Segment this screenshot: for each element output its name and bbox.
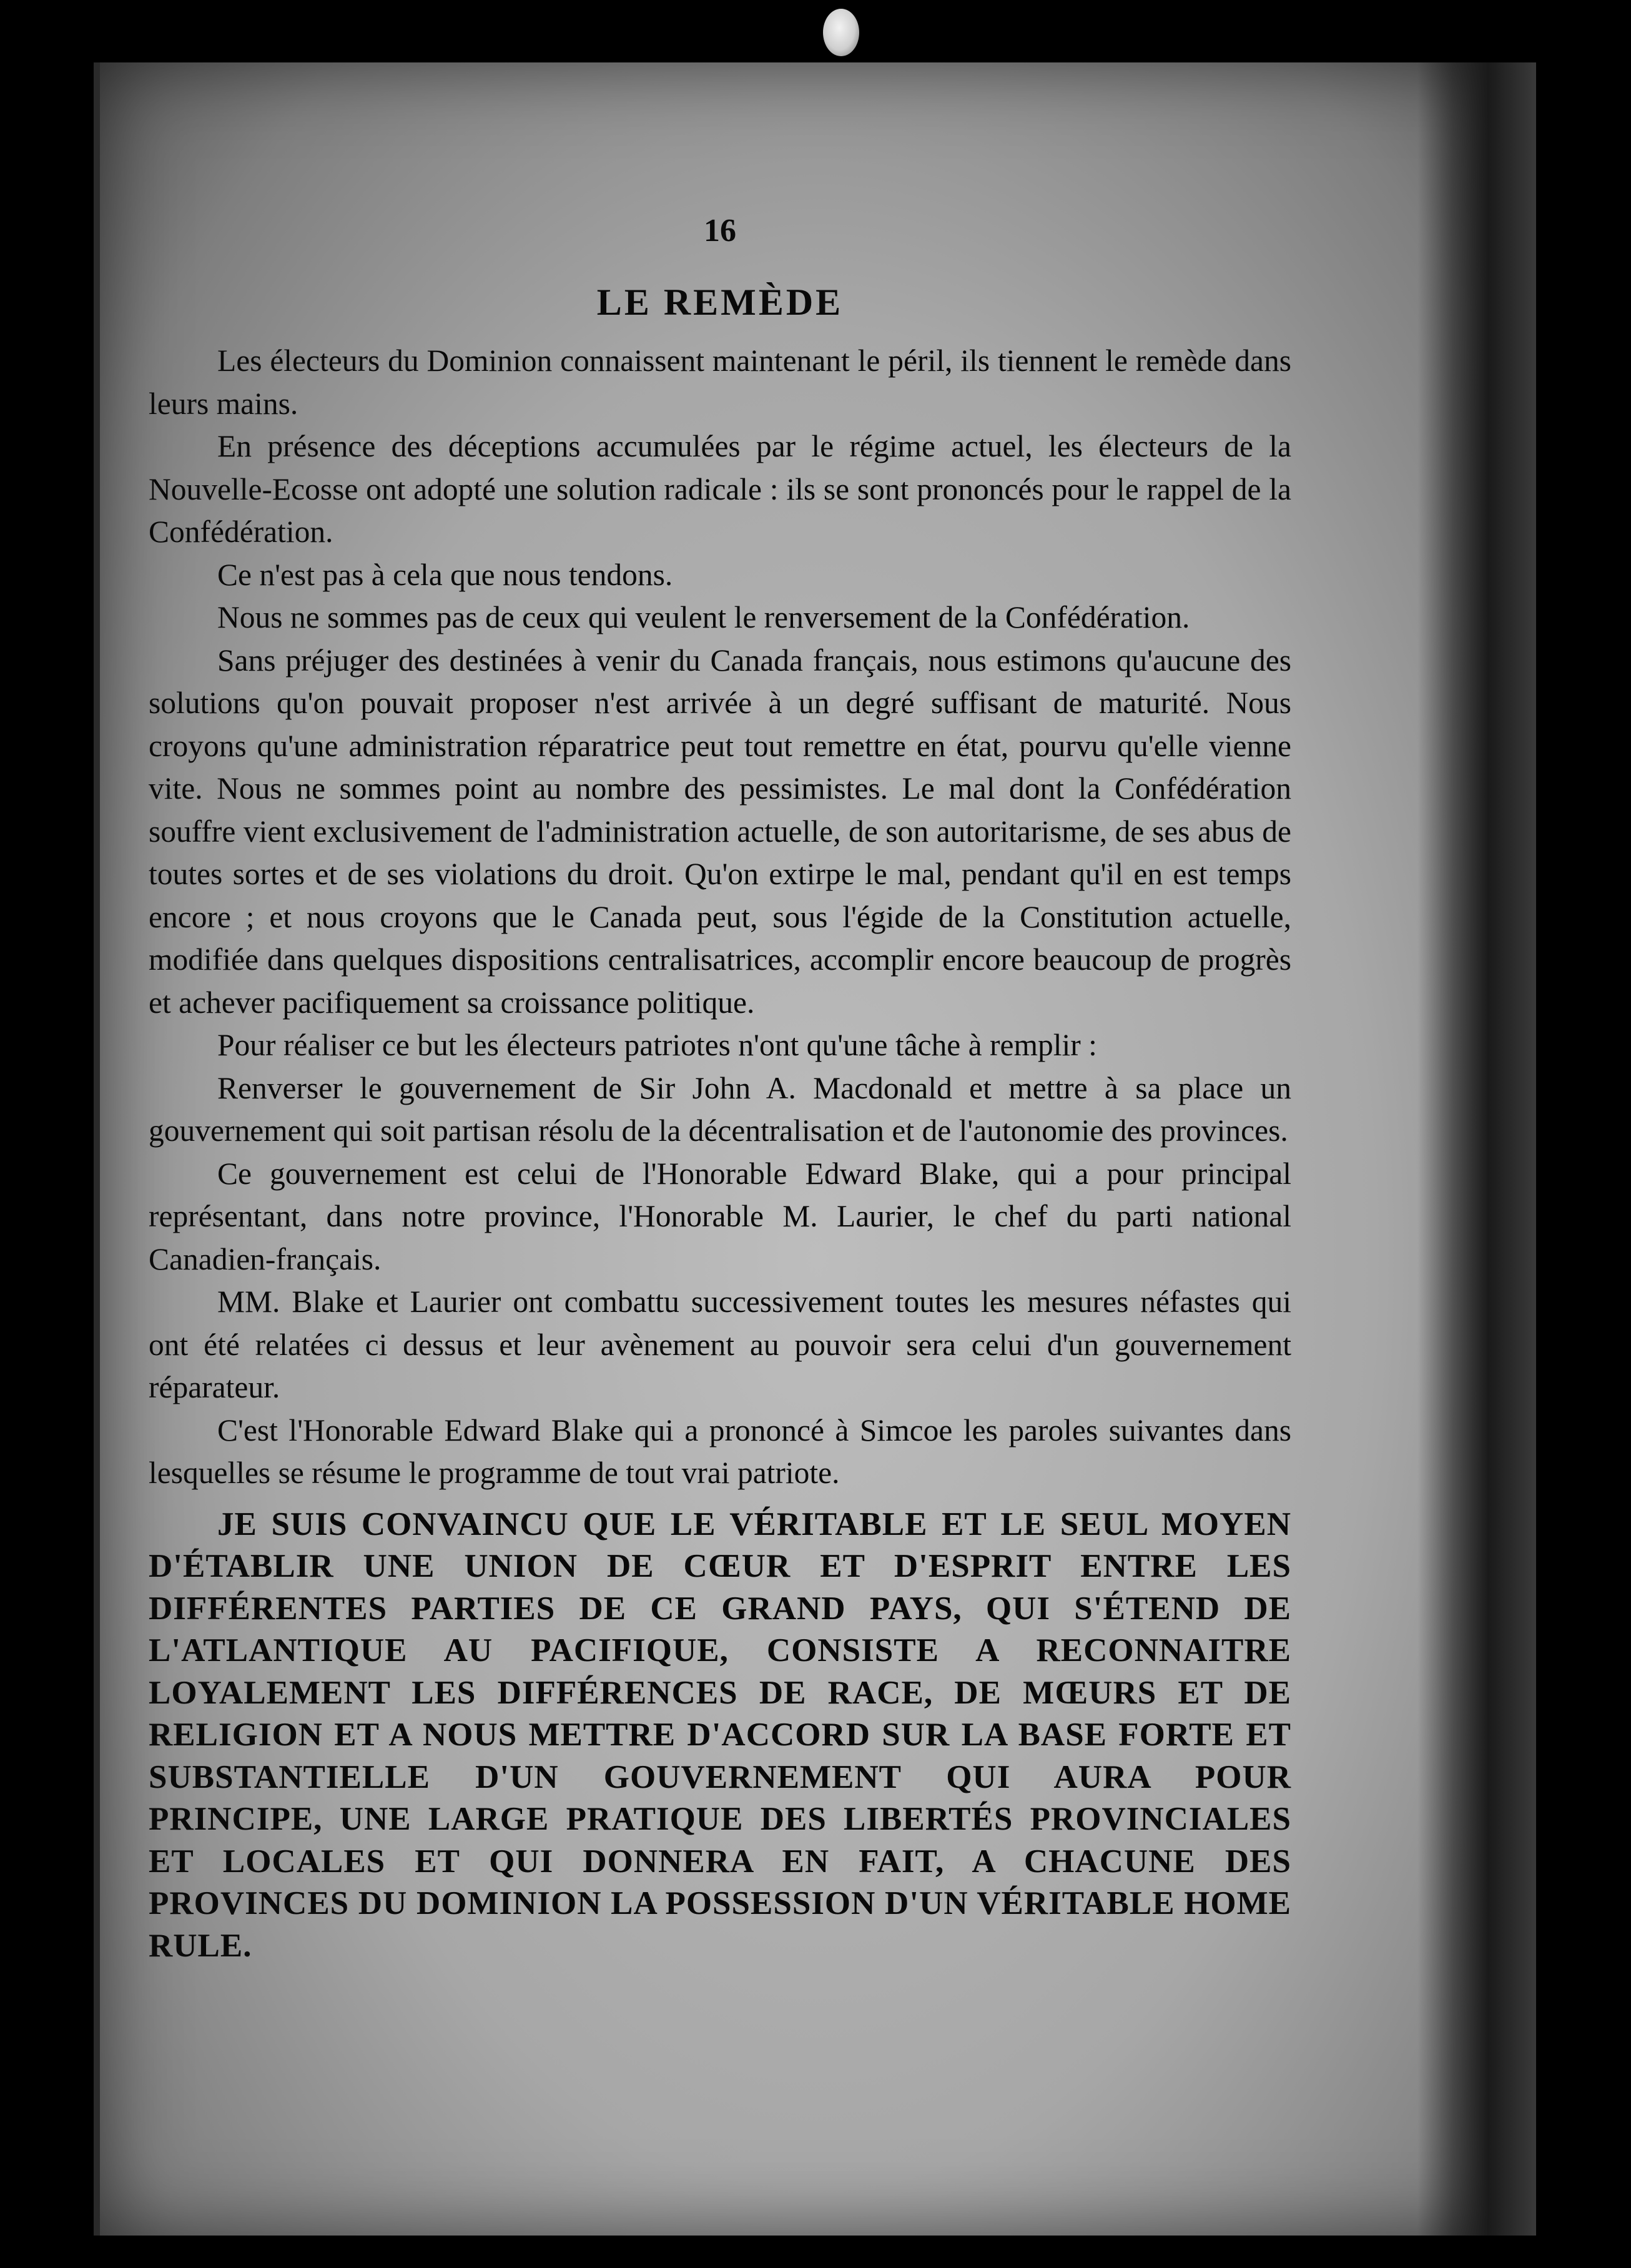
paragraph: MM. Blake et Laurier ont combattu successivement toutes les mesures néfastes qui ont été relatées ci dessus et leur avènement au pouvoir sera celui d'un gouvernement réparateur. [149,1284,1291,1404]
paragraph: Renverser le gouvernement de Sir John A. Macdonald et mettre à sa place un gouvernement qui soit partisan résolu de la décentralisation et de l'autonomie des provinces. [149,1070,1291,1148]
punch-hole [823,9,859,56]
paragraph: Nous ne sommes pas de ceux qui veulent le renversement de la Confédération. [217,600,1190,634]
blake-quote [149,1504,1291,1968]
page-title: LE REMÈDE [596,282,844,323]
paragraph: Pour réaliser ce but les électeurs patriotes n'ont qu'une tâche à remplir : [217,1028,1097,1062]
paragraph: Sans préjuger des destinées à venir du Canada français, nous estimons qu'aucune des solutions qu'on pouvait proposer n'est arrivée à un degré suffisant de maturité. Nous croyons qu'une administration réparatrice peut tout remettre en état, pourvu qu'elle vienne vite. Nous ne sommes point au nombre des pessimistes. Le mal dont la Confédération souffre vient exclusivement de l'administration actuelle, de son autoritarisme, de ses abus de toutes sortes et de ses violations du droit. Qu'on extirpe le mal, pendant qu'il en est temps encore ; et nous croyons que le Canada peut, sous l'égide de la Constitution actuelle, modifiée dans quelques dispositions centralisatrices, accomplir encore beaucoup de progrès et achever pacifiquement sa croissance politique. [149,643,1291,1020]
page-edge-shadow [1417,62,1536,2236]
body-text [149,340,1291,1495]
quote-text: JE SUIS CONVAINCU QUE LE VÉRITABLE ET LE SEUL MOYEN D'ÉTABLIR UNE UNION DE CŒUR ET D'ESPRIT ENTRE LES DIFFÉRENTES PARTIES DE CE GRAND PAYS, QUI S'ÉTEND DE L'ATLANTIQUE AU PACIFIQUE, CONSISTE A RECONNAITRE LOYALEMENT LES DIFFÉRENCES DE RACE, DE MŒURS ET DE RELIGION ET A NOUS METTRE D'ACCORD SUR LA BASE FORTE ET SUBSTANTIELLE D'UN GOUVERNEMENT QUI AURA POUR PRINCIPE, UNE LARGE PRATIQUE DES LIBERTÉS PROVINCIALES ET LOCALES ET QUI DONNERA EN FAIT, A CHACUNE DES PROVINCES DU DOMINION LA POSSESSION D'UN VÉRITABLE HOME RULE. [149,1506,1291,1964]
paragraph: En présence des déceptions accumulées par le régime actuel, les électeurs de la Nouvelle-Ecosse ont adopté une solution radicale : ils se sont prononcés pour le rappel de la Confédération. [149,429,1291,549]
paragraph: Les électeurs du Dominion connaissent maintenant le péril, ils tiennent le remède dans leurs mains. [149,343,1291,421]
paragraph: C'est l'Honorable Edward Blake qui a prononcé à Simcoe les paroles suivantes dans lesquelles se résume le programme de tout vrai patriote. [149,1413,1291,1490]
page-number: 16 [704,213,736,249]
paragraph: Ce gouvernement est celui de l'Honorable Edward Blake, qui a pour principal représentant, dans notre province, l'Honorable M. Laurier, le chef du parti national Canadien-français. [149,1156,1291,1276]
page-text [149,212,1291,1967]
paragraph: Ce n'est pas à cela que nous tendons. [217,557,673,592]
